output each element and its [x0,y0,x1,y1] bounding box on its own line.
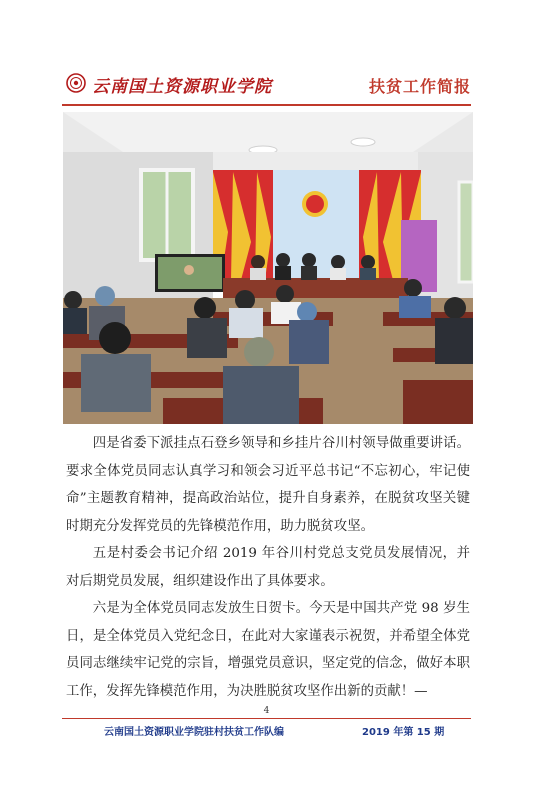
footer-editor: 云南国土资源职业学院驻村扶贫工作队编 [104,727,284,738]
page-header [62,70,471,102]
meeting-photo [63,112,473,424]
page-number: 4 [263,706,270,716]
bulletin-title: 扶贫工作简报 [368,77,471,96]
school-logo-icon [66,73,86,93]
paragraph-6: 六是为全体党员同志发放生日贺卡。今天是中国共产党 98 岁生日，是全体党员入党纪念日，在此对大家谨表示祝贺，并希望全体党员同志继续牢记党的宗旨，增强党员意识，坚定党的信念，做好本职工作，发挥先锋模范作用，为决胜脱贫攻坚作出新的贡献！— [66,601,470,699]
paragraph-5: 五是村委会书记介绍 2019 年谷川村党总支党员发展情况，并对后期党员发展，组织建设作出了具体要求。 [66,546,470,589]
footer-issue: 2019 年第 15 期 [362,727,445,738]
article-body [66,430,470,705]
paragraph-4: 四是省委下派挂点石登乡领导和乡挂片谷川村领导做重要讲话。要求全体党员同志认真学习和领会习近平总书记“不忘初心，牢记使命”主题教育精神，提高政治站位，提升自身素养，在脱贫攻坚关键时期充分发挥党员的先锋模范作用，助力脱贫攻坚。 [66,436,470,534]
header-divider [62,104,471,106]
footer-divider [62,718,471,719]
school-name: 云南国土资源职业学院 [92,77,272,97]
